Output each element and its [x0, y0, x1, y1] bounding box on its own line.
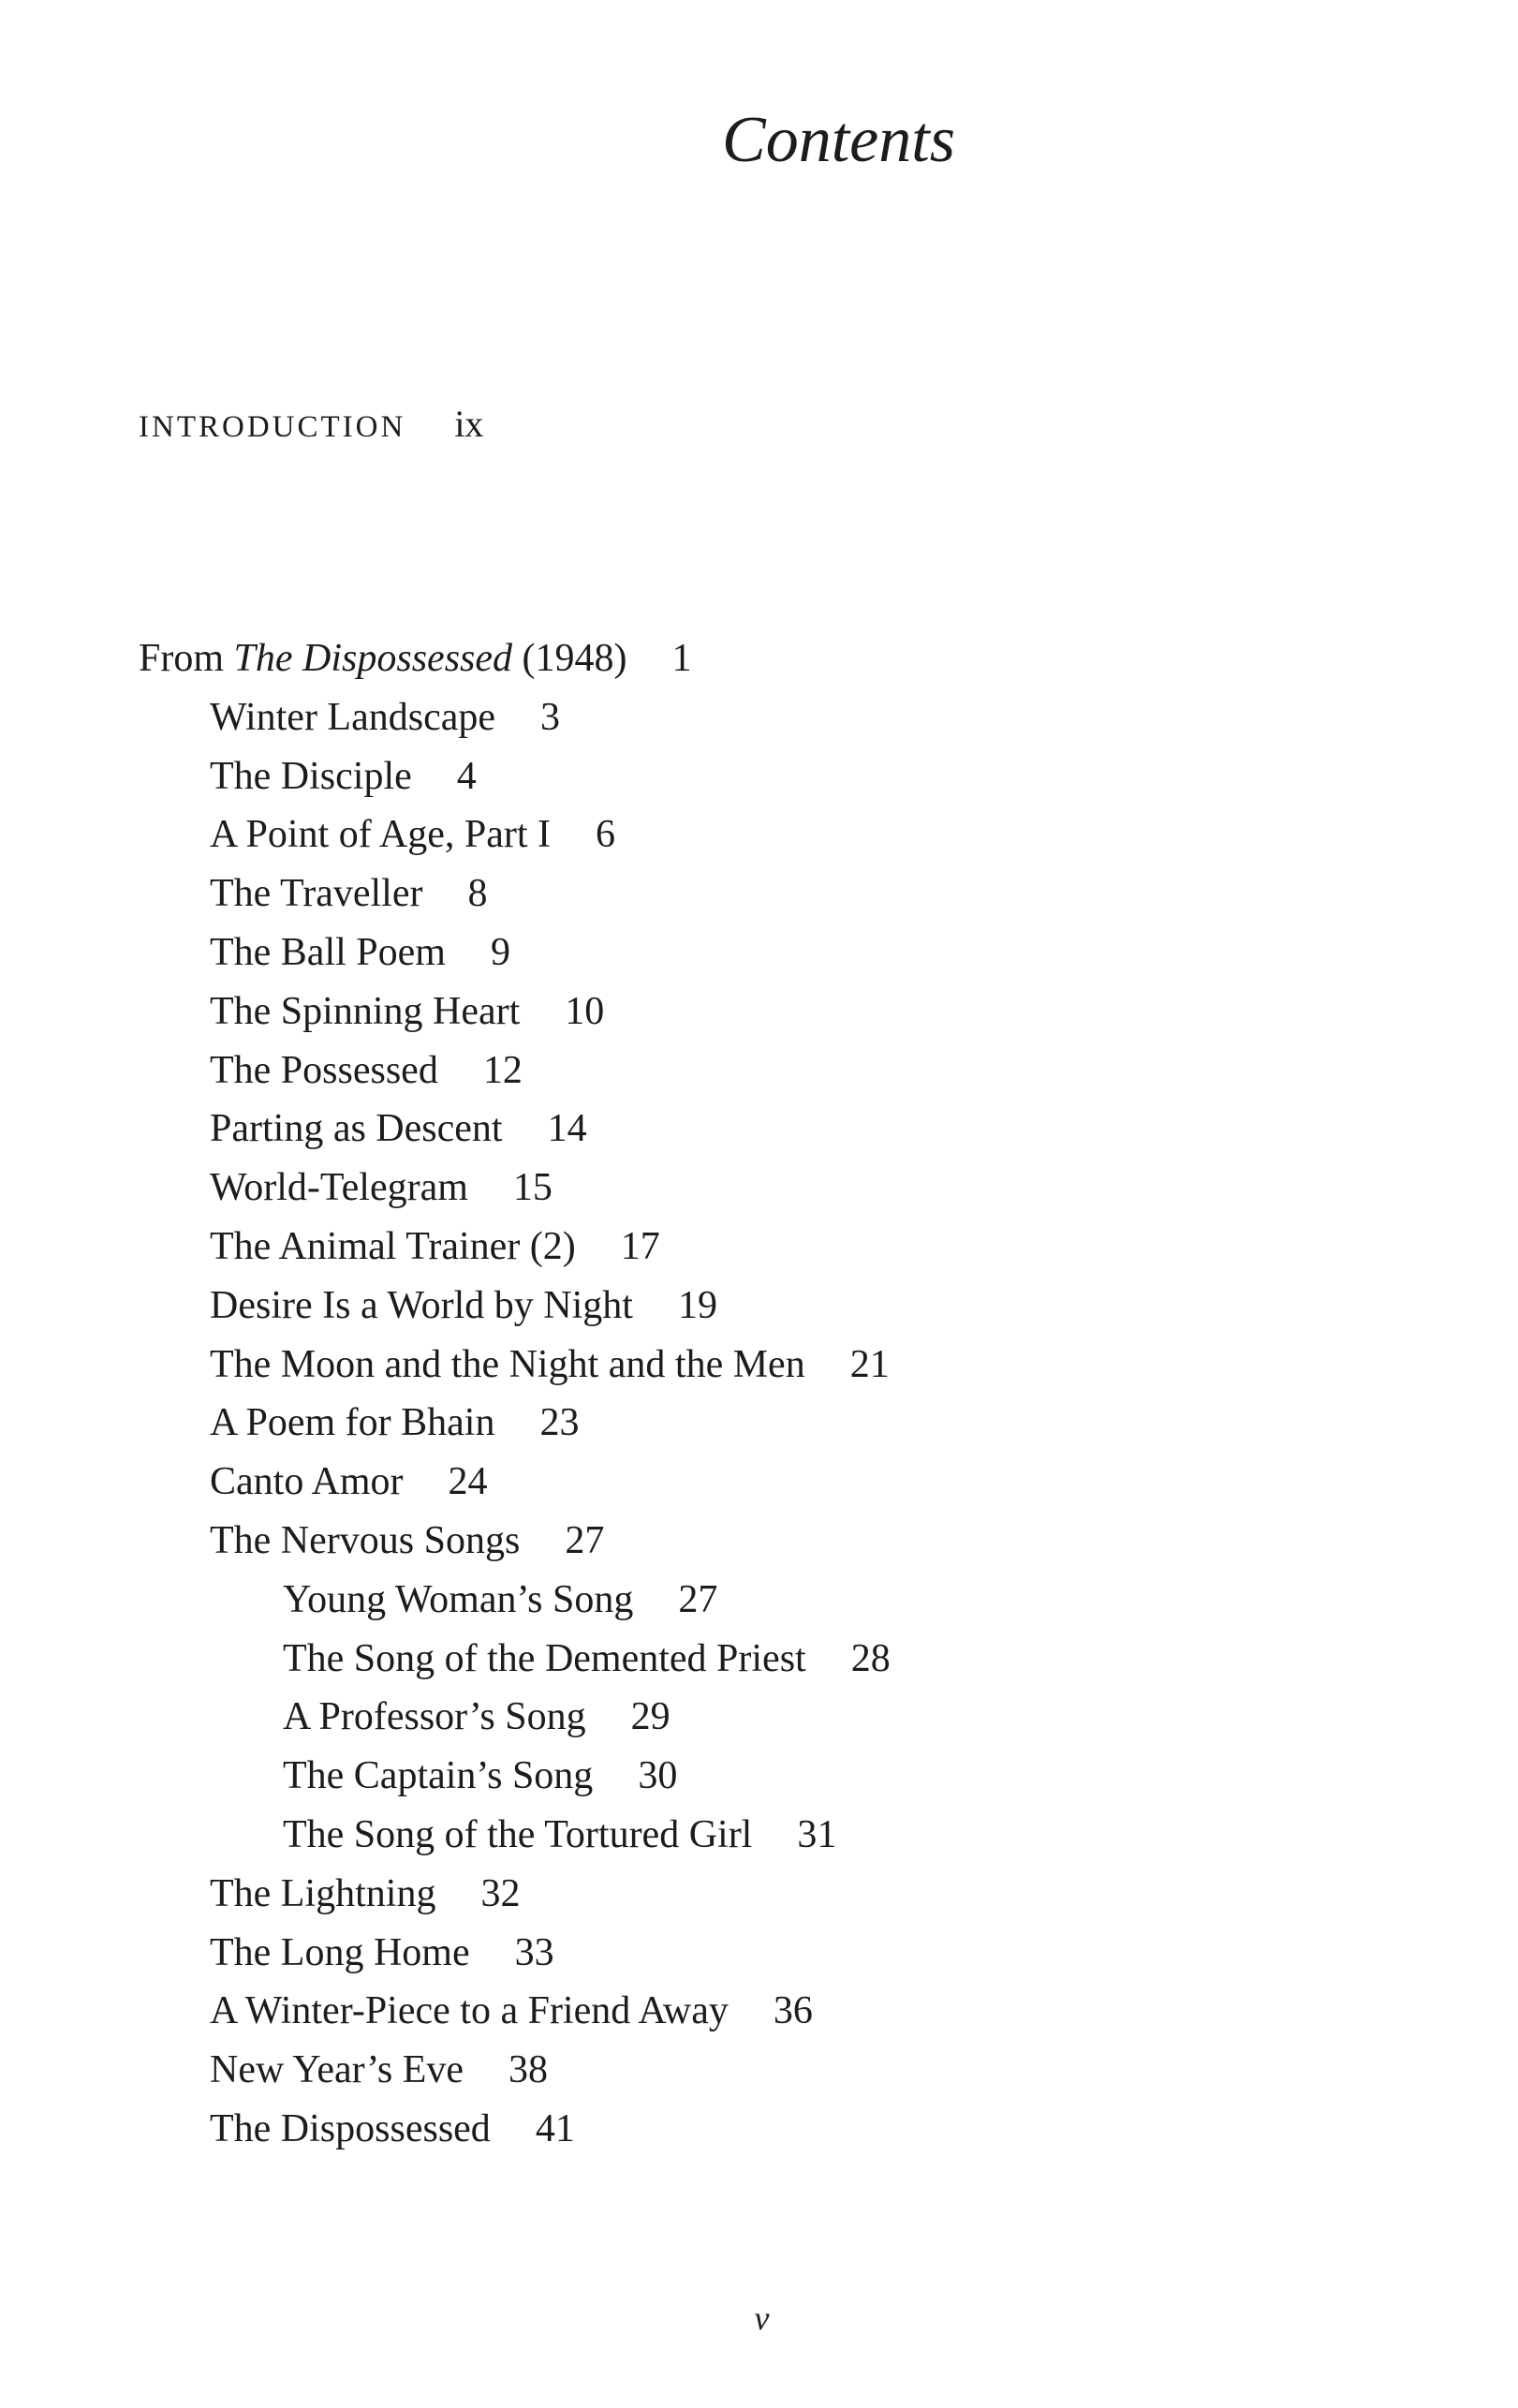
toc-entry-title: The Lightning	[210, 1871, 436, 1915]
toc-entry[interactable]	[139, 1982, 891, 2041]
toc-entry[interactable]	[139, 1512, 891, 1571]
toc-entry[interactable]	[139, 923, 891, 982]
toc-entry-title: The Captain’s Song	[283, 1754, 594, 1798]
toc-entry-title: A Professor’s Song	[283, 1695, 586, 1739]
toc-entry[interactable]	[139, 982, 891, 1041]
toc-entry[interactable]	[139, 1865, 891, 1924]
toc-entry-page-number: 32	[480, 1871, 521, 1915]
toc-entry-title: A Poem for Bhain	[210, 1401, 495, 1445]
toc-entry-title: The Ball Poem	[210, 930, 446, 974]
toc-entry-title: The Moon and the Night and the Men	[210, 1342, 805, 1386]
toc-entry-page-number: 41	[535, 2106, 575, 2150]
toc-entry-page-number: 21	[849, 1342, 890, 1386]
toc-entry-page-number: 12	[482, 1048, 523, 1092]
toc-entry-title: World-Telegram	[210, 1166, 468, 1210]
section-book-title: The Dispossessed	[233, 637, 513, 680]
toc-entry[interactable]	[139, 747, 891, 806]
toc-entry-page-number: 10	[565, 989, 605, 1033]
toc-entry[interactable]	[139, 1277, 891, 1336]
toc-entry-title: Young Woman’s Song	[283, 1577, 634, 1621]
toc-entry-title: A Point of Age, Part I	[210, 813, 551, 857]
toc-entry-page-number: 38	[508, 2048, 549, 2092]
toc-entry-title: Winter Landscape	[210, 695, 495, 739]
section-page-number: 1	[671, 637, 692, 680]
toc-entry-page-number: 28	[850, 1636, 891, 1680]
toc-entry[interactable]	[139, 2041, 891, 2100]
toc-entry[interactable]	[139, 1100, 891, 1159]
toc-entry-title: The Spinning Heart	[210, 989, 521, 1033]
toc-entry-page-number: 14	[547, 1107, 587, 1151]
toc-entry[interactable]	[139, 864, 891, 923]
section-title: From The Dispossessed (1948)	[139, 637, 627, 680]
toc-entry-page-number: 3	[540, 695, 560, 739]
toc-entry-title: A Winter-Piece to a Friend Away	[210, 1989, 729, 2033]
toc-entry[interactable]	[139, 1453, 891, 1512]
toc-entry-title: The Dispossessed	[210, 2106, 491, 2150]
toc-entry-page-number: 31	[797, 1812, 837, 1856]
toc-entry-title: The Long Home	[210, 1930, 470, 1974]
introduction-page-number: ix	[454, 403, 484, 445]
toc-entry-page-number: 15	[512, 1166, 553, 1210]
toc-entry-title: The Traveller	[210, 872, 423, 916]
toc-entry[interactable]	[139, 1394, 891, 1453]
toc-entry-page-number: 36	[773, 1989, 813, 2033]
toc-entry-page-number: 4	[456, 754, 477, 798]
toc-entry-page-number: 33	[514, 1930, 554, 1974]
toc-entry[interactable]	[139, 1041, 891, 1101]
toc-entry-title: Canto Amor	[210, 1460, 404, 1504]
toc-entry-page-number: 19	[677, 1283, 717, 1327]
table-of-contents	[139, 629, 891, 2159]
toc-entry-title: The Disciple	[210, 754, 412, 798]
toc-entry[interactable]	[139, 1688, 891, 1747]
toc-entry-title: Parting as Descent	[210, 1107, 503, 1151]
toc-entry[interactable]	[139, 1571, 891, 1630]
toc-entry-title: Desire Is a World by Night	[210, 1283, 633, 1327]
toc-entry-page-number: 27	[565, 1518, 605, 1562]
toc-entry-page-number: 30	[638, 1754, 678, 1798]
toc-entry-page-number: 23	[539, 1401, 580, 1445]
toc-entry[interactable]	[139, 2100, 891, 2159]
toc-entry-title: New Year’s Eve	[210, 2048, 464, 2092]
toc-entry-title: The Nervous Songs	[210, 1518, 521, 1562]
toc-entry-page-number: 24	[448, 1460, 488, 1504]
toc-entry-page-number: 27	[678, 1577, 718, 1621]
introduction-label: INTRODUCTION	[139, 410, 406, 444]
toc-entry-title: The Song of the Demented Priest	[283, 1636, 806, 1680]
toc-section-heading[interactable]	[139, 629, 891, 688]
toc-entry[interactable]	[139, 1336, 891, 1395]
toc-entry[interactable]	[139, 1159, 891, 1218]
toc-entry-page-number: 8	[467, 872, 488, 916]
toc-entry[interactable]	[139, 1806, 891, 1865]
toc-introduction-entry[interactable]	[139, 401, 483, 451]
toc-entry-title: The Possessed	[210, 1048, 438, 1092]
toc-entry[interactable]	[139, 1747, 891, 1806]
toc-entry-page-number: 9	[490, 930, 510, 974]
toc-entry-page-number: 6	[596, 813, 615, 857]
toc-entry[interactable]	[139, 1218, 891, 1277]
toc-entry[interactable]	[139, 1630, 891, 1689]
toc-entry-page-number: 29	[630, 1695, 671, 1739]
toc-entry-page-number: 17	[620, 1224, 660, 1268]
page-title: Contents	[722, 104, 955, 176]
toc-entry-title: The Animal Trainer (2)	[210, 1224, 576, 1268]
toc-entry[interactable]	[139, 688, 891, 747]
toc-entry-title: The Song of the Tortured Girl	[283, 1812, 753, 1856]
toc-entry[interactable]	[139, 1924, 891, 1983]
toc-entry[interactable]	[139, 805, 891, 864]
page-folio: v	[754, 2299, 770, 2337]
